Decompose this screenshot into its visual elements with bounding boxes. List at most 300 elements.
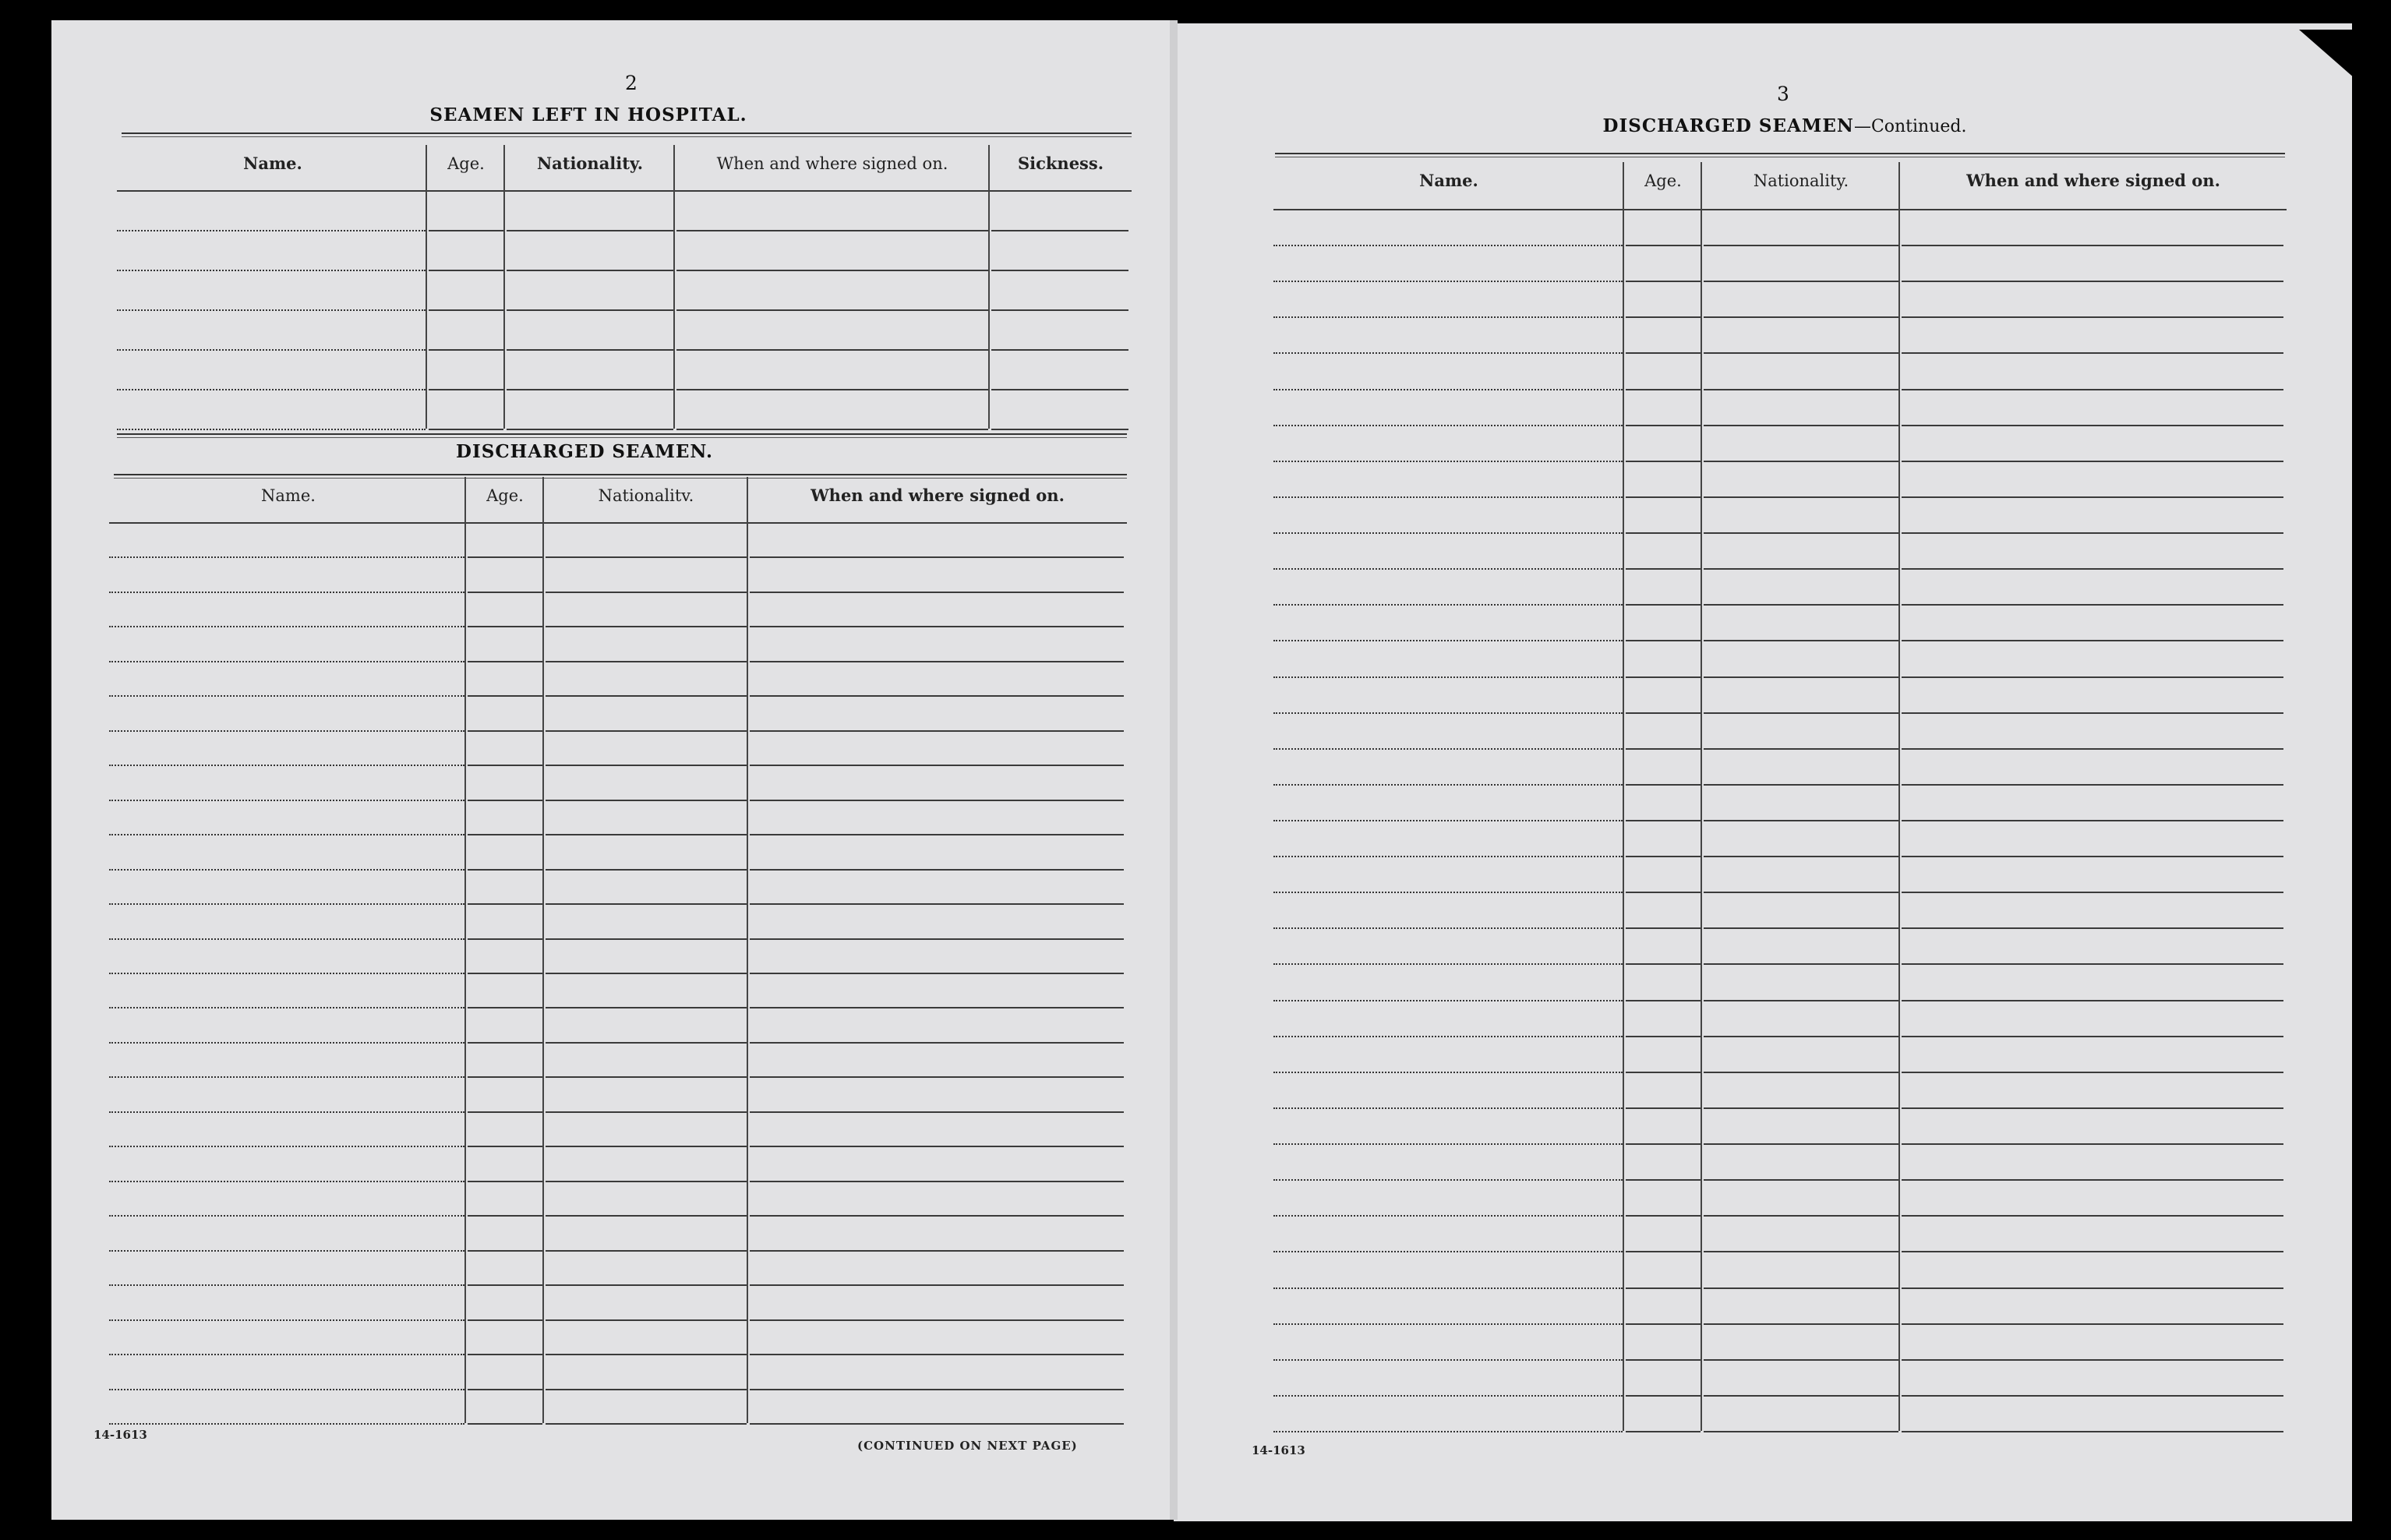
row-line (1626, 892, 1701, 893)
row-line (109, 592, 464, 593)
row-line (1626, 389, 1701, 390)
discharged-table (109, 477, 1127, 1423)
row-line (1902, 1431, 2283, 1432)
column-header-name: Name. (1419, 171, 1478, 190)
row-line (750, 1354, 1124, 1355)
row-line (676, 349, 988, 351)
row-line (1626, 568, 1701, 570)
row-line (546, 903, 747, 905)
row-line (1626, 532, 1701, 534)
row-line (750, 695, 1124, 697)
row-line (546, 1111, 747, 1113)
row-line (1626, 784, 1701, 786)
row-line (1902, 496, 2283, 498)
row-line (1704, 461, 1898, 462)
row-line (1704, 1287, 1898, 1289)
row-line (109, 1389, 464, 1390)
row-line (1902, 1000, 2283, 1001)
row-line (1626, 425, 1701, 426)
row-line (1626, 820, 1701, 821)
row-line (1704, 1107, 1898, 1109)
hospital-top-rule (122, 132, 1132, 137)
row-line (546, 1007, 747, 1008)
row-line (109, 1111, 464, 1113)
hospital-table (117, 145, 1132, 429)
row-line (750, 626, 1124, 627)
row-line (1273, 532, 1623, 534)
row-line (1626, 461, 1701, 462)
row-line (750, 1007, 1124, 1008)
row-line (468, 765, 542, 766)
row-line (1704, 532, 1898, 534)
row-line (1273, 1287, 1623, 1289)
row-line (117, 230, 426, 231)
row-line (468, 556, 542, 558)
column-header-signed-on: When and where signed on. (1966, 171, 2220, 190)
row-line (546, 1042, 747, 1044)
row-line (1626, 963, 1701, 965)
row-line (1273, 1251, 1623, 1252)
row-line (750, 938, 1124, 940)
row-line (1626, 1395, 1701, 1397)
row-line (991, 270, 1128, 271)
row-line (1902, 352, 2283, 354)
column-divider (747, 477, 748, 1423)
row-line (1902, 1395, 2283, 1397)
row-line (109, 1007, 464, 1008)
row-line (1902, 1072, 2283, 1073)
page-fold (1170, 20, 1178, 1520)
row-line (750, 1250, 1124, 1252)
row-line (109, 1423, 464, 1425)
row-line (1902, 1251, 2283, 1252)
row-line (1626, 352, 1701, 354)
row-line (750, 1076, 1124, 1078)
row-line (1273, 1107, 1623, 1109)
row-line (1902, 784, 2283, 786)
row-line (676, 230, 988, 231)
row-line (109, 800, 464, 801)
row-line (1902, 568, 2283, 570)
row-line (109, 1042, 464, 1044)
row-line (1704, 604, 1898, 606)
row-line (1626, 604, 1701, 606)
column-divider (1701, 162, 1702, 1431)
row-line (429, 309, 503, 311)
row-line (1704, 1359, 1898, 1361)
row-line (750, 1146, 1124, 1147)
row-line (1626, 1215, 1701, 1217)
row-line (468, 1181, 542, 1182)
row-line (1273, 1215, 1623, 1217)
row-line (750, 661, 1124, 662)
row-line (1704, 820, 1898, 821)
row-line (1273, 316, 1623, 318)
row-line (676, 429, 988, 430)
row-line (1902, 461, 2283, 462)
row-line (991, 230, 1128, 231)
row-line (1902, 963, 2283, 965)
row-line (991, 429, 1128, 430)
row-line (109, 1181, 464, 1182)
row-line (468, 661, 542, 662)
row-line (546, 1389, 747, 1390)
row-line (546, 1076, 747, 1078)
row-line (1902, 389, 2283, 390)
row-line (546, 1354, 747, 1355)
column-header-age: Age. (486, 486, 524, 505)
row-line (1704, 712, 1898, 714)
row-line (1626, 1143, 1701, 1145)
row-line (750, 1042, 1124, 1044)
row-line (750, 730, 1124, 732)
row-line (546, 730, 747, 732)
row-line (1902, 676, 2283, 678)
row-line (1704, 316, 1898, 318)
row-line (1704, 784, 1898, 786)
row-line (468, 1389, 542, 1390)
row-line (1273, 568, 1623, 570)
row-line (1626, 1036, 1701, 1037)
row-line (1902, 532, 2283, 534)
row-line (1704, 1072, 1898, 1073)
row-line (1704, 1395, 1898, 1397)
row-line (468, 626, 542, 627)
row-line (109, 1146, 464, 1147)
row-line (109, 765, 464, 766)
row-line (507, 230, 673, 231)
row-line (1273, 1431, 1623, 1432)
row-line (1704, 1036, 1898, 1037)
row-line (1704, 496, 1898, 498)
row-line (1626, 1179, 1701, 1181)
row-line (546, 556, 747, 558)
column-header-name: Name. (243, 154, 302, 173)
row-line (1273, 1179, 1623, 1181)
row-line (1704, 963, 1898, 965)
row-line (1626, 1359, 1701, 1361)
row-line (1902, 820, 2283, 821)
column-divider (1623, 162, 1624, 1431)
row-line (468, 1284, 542, 1286)
row-line (1626, 676, 1701, 678)
row-line (429, 349, 503, 351)
row-line (1704, 1323, 1898, 1325)
row-line (1902, 640, 2283, 641)
header-divider (109, 522, 1127, 524)
row-line (1273, 748, 1623, 750)
row-line (109, 938, 464, 940)
row-line (1273, 892, 1623, 893)
row-line (1902, 604, 2283, 606)
row-line (1626, 281, 1701, 282)
row-line (1273, 784, 1623, 786)
row-line (1902, 1323, 2283, 1325)
row-line (1626, 640, 1701, 641)
row-line (109, 730, 464, 732)
row-line (1273, 1072, 1623, 1073)
right-page-number: 3 (1777, 83, 1789, 105)
row-line (546, 1284, 747, 1286)
row-line (468, 903, 542, 905)
row-line (117, 309, 426, 311)
row-line (507, 270, 673, 271)
row-line (1902, 892, 2283, 893)
row-line (1273, 640, 1623, 641)
row-line (109, 1215, 464, 1217)
row-line (468, 1250, 542, 1252)
row-line (1273, 1143, 1623, 1145)
row-line (429, 429, 503, 430)
row-line (109, 661, 464, 662)
column-header-signed-on: When and where signed on. (811, 486, 1065, 505)
row-line (468, 973, 542, 974)
header-divider (117, 190, 1132, 192)
row-line (1626, 1323, 1701, 1325)
row-line (1273, 1000, 1623, 1001)
row-line (750, 834, 1124, 835)
hospital-section-title: SEAMEN LEFT IN HOSPITAL. (429, 104, 747, 125)
row-line (1273, 604, 1623, 606)
row-line (1626, 1072, 1701, 1073)
row-line (1273, 1395, 1623, 1397)
row-line (750, 869, 1124, 871)
row-line (507, 309, 673, 311)
row-line (1902, 1036, 2283, 1037)
row-line (991, 389, 1128, 390)
column-divider (503, 145, 505, 429)
row-line (468, 1146, 542, 1147)
right-form-number: 14-1613 (1252, 1443, 1305, 1457)
row-line (1704, 245, 1898, 246)
row-line (429, 230, 503, 231)
row-line (546, 661, 747, 662)
row-line (750, 556, 1124, 558)
row-line (1273, 963, 1623, 965)
row-line (1902, 1143, 2283, 1145)
row-line (1704, 281, 1898, 282)
row-line (1273, 820, 1623, 821)
row-line (1626, 1000, 1701, 1001)
row-line (1902, 1287, 2283, 1289)
continued-note: (CONTINUED ON NEXT PAGE) (857, 1439, 1078, 1453)
column-header-nationality: Nationalitv. (598, 486, 694, 505)
row-line (1273, 281, 1623, 282)
row-line (750, 1423, 1124, 1425)
row-line (750, 1181, 1124, 1182)
row-line (1273, 1036, 1623, 1037)
column-divider (542, 477, 544, 1423)
row-line (1273, 676, 1623, 678)
row-line (1902, 748, 2283, 750)
row-line (468, 834, 542, 835)
row-line (109, 869, 464, 871)
row-line (546, 800, 747, 801)
row-line (507, 429, 673, 430)
row-line (109, 1319, 464, 1321)
row-line (546, 938, 747, 940)
row-line (109, 695, 464, 697)
row-line (117, 349, 426, 351)
row-line (546, 1319, 747, 1321)
row-line (109, 626, 464, 627)
row-line (546, 626, 747, 627)
row-line (546, 1146, 747, 1147)
discharged-section-title: DISCHARGED SEAMEN. (456, 441, 713, 462)
row-line (109, 1250, 464, 1252)
header-divider (1273, 209, 2287, 210)
row-line (109, 903, 464, 905)
column-header-name: Name. (261, 486, 316, 505)
row-line (468, 800, 542, 801)
row-line (676, 389, 988, 390)
row-line (676, 309, 988, 311)
row-line (1704, 352, 1898, 354)
row-line (1273, 425, 1623, 426)
row-line (117, 270, 426, 271)
row-line (1704, 1251, 1898, 1252)
column-header-nationality: Nationality. (536, 154, 644, 173)
column-divider (426, 145, 427, 429)
row-line (1704, 892, 1898, 893)
row-line (546, 1423, 747, 1425)
row-line (468, 695, 542, 697)
row-line (1902, 245, 2283, 246)
row-line (1704, 1143, 1898, 1145)
row-line (1273, 1323, 1623, 1325)
row-line (1626, 1107, 1701, 1109)
row-line (1704, 425, 1898, 426)
row-line (507, 389, 673, 390)
row-line (1704, 568, 1898, 570)
row-line (109, 1354, 464, 1355)
row-line (1704, 1000, 1898, 1001)
column-header-signed-on: When and where signed on. (716, 154, 948, 173)
row-line (546, 869, 747, 871)
row-line (1626, 245, 1701, 246)
row-line (468, 869, 542, 871)
row-line (1273, 712, 1623, 714)
row-line (468, 938, 542, 940)
column-header-age: Age. (1644, 171, 1682, 190)
row-line (1626, 1251, 1701, 1252)
row-line (468, 1042, 542, 1044)
row-line (1626, 1431, 1701, 1432)
column-header-nationality: Nationality. (1753, 171, 1849, 190)
row-line (1704, 748, 1898, 750)
row-line (468, 1007, 542, 1008)
row-line (546, 1215, 747, 1217)
row-line (546, 765, 747, 766)
row-line (1626, 496, 1701, 498)
row-line (468, 1215, 542, 1217)
left-page-number: 2 (625, 72, 637, 94)
row-line (1902, 281, 2283, 282)
row-line (546, 834, 747, 835)
column-header-age: Age. (447, 154, 485, 173)
row-line (750, 800, 1124, 801)
row-line (1273, 389, 1623, 390)
right-section-title (1512, 115, 2057, 136)
row-line (109, 834, 464, 835)
row-line (1626, 712, 1701, 714)
row-line (1273, 461, 1623, 462)
row-line (1626, 748, 1701, 750)
row-line (1273, 352, 1623, 354)
row-line (1902, 1215, 2283, 1217)
row-line (1902, 1359, 2283, 1361)
row-line (1902, 1179, 2283, 1181)
row-line (750, 903, 1124, 905)
row-line (1273, 496, 1623, 498)
row-line (1902, 1107, 2283, 1109)
left-form-number: 14-1613 (94, 1428, 147, 1442)
row-line (1704, 1431, 1898, 1432)
row-line (750, 1284, 1124, 1286)
row-line (109, 556, 464, 558)
row-line (1626, 316, 1701, 318)
row-line (1902, 316, 2283, 318)
row-line (1273, 927, 1623, 929)
row-line (750, 765, 1124, 766)
row-line (750, 592, 1124, 593)
row-line (1704, 1179, 1898, 1181)
row-line (1704, 1215, 1898, 1217)
row-line (991, 309, 1128, 311)
column-divider (464, 477, 466, 1423)
row-line (1704, 389, 1898, 390)
column-header-sickness: Sickness. (1017, 154, 1104, 173)
row-line (991, 349, 1128, 351)
row-line (750, 1319, 1124, 1321)
row-line (1704, 927, 1898, 929)
row-line (546, 695, 747, 697)
row-line (109, 1076, 464, 1078)
row-line (546, 973, 747, 974)
row-line (1902, 712, 2283, 714)
row-line (1704, 640, 1898, 641)
row-line (1704, 856, 1898, 857)
row-line (117, 429, 426, 430)
row-line (1902, 927, 2283, 929)
discharged-top-rule (117, 433, 1127, 438)
row-line (1704, 676, 1898, 678)
row-line (468, 730, 542, 732)
column-divider (673, 145, 675, 429)
row-line (468, 1354, 542, 1355)
row-line (1273, 856, 1623, 857)
row-line (468, 1423, 542, 1425)
row-line (468, 1076, 542, 1078)
row-line (1273, 1359, 1623, 1361)
row-line (1902, 425, 2283, 426)
row-line (468, 592, 542, 593)
row-line (546, 592, 747, 593)
row-line (676, 270, 988, 271)
row-line (1626, 927, 1701, 929)
row-line (546, 1181, 747, 1182)
row-line (429, 389, 503, 390)
right-title-main: DISCHARGED SEAMEN (1602, 115, 1854, 136)
row-line (750, 1215, 1124, 1217)
row-line (468, 1111, 542, 1113)
row-line (1626, 856, 1701, 857)
column-divider (1898, 162, 1900, 1431)
row-line (429, 270, 503, 271)
row-line (109, 1284, 464, 1286)
column-divider (988, 145, 990, 429)
right-title-suffix: —Continued. (1853, 117, 1967, 136)
